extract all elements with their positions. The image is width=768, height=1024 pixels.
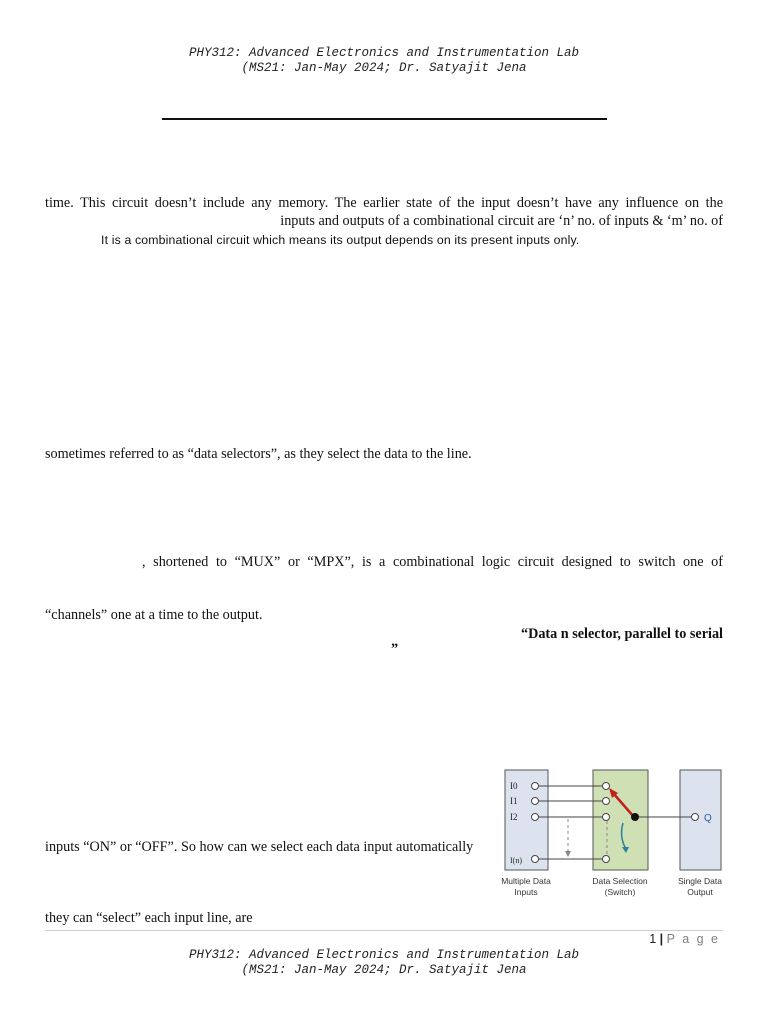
input-label-1: I1 — [510, 796, 518, 806]
input-node-0 — [532, 783, 539, 790]
paragraph-line-inputs-on-off: inputs “ON” or “OFF”. So how can we select each data input automatically — [45, 839, 474, 855]
switch-contact-2 — [603, 814, 610, 821]
switch-contact-n — [603, 856, 610, 863]
footer-course: PHY312: Advanced Electronics and Instrumentation Lab — [188, 948, 580, 962]
input-node-1 — [532, 798, 539, 805]
switch-contact-0 — [603, 783, 610, 790]
paragraph-line-select-input: they can “select” each input line, are — [45, 910, 253, 926]
input-label-2: I2 — [510, 812, 518, 822]
input-label-n: I(n) — [510, 856, 522, 865]
header-term: (MS21: Jan-May 2024; Dr. Satyajit Jena — [241, 61, 527, 75]
multiplexer-switch-figure — [495, 765, 730, 905]
page-number — [600, 932, 720, 946]
footer-term: (MS21: Jan-May 2024; Dr. Satyajit Jena — [241, 963, 527, 977]
page-number-value: 1 — [649, 932, 657, 946]
footer-rule — [45, 930, 723, 931]
paragraph-line-channels: “channels” one at a time to the output. — [45, 607, 263, 623]
switch-contact-1 — [603, 798, 610, 805]
switch-pivot — [631, 813, 639, 821]
input-node-2 — [532, 814, 539, 821]
caption-output-line1: Single Data — [678, 876, 722, 886]
paragraph-line-inputs-outputs: inputs and outputs of a combinational circuit are ‘n’ no. of inputs & ‘m’ no. of — [280, 213, 723, 229]
header-rule — [162, 118, 607, 120]
paragraph-line-mux: , shortened to “MUX” or “MPX”, is a combinational logic circuit designed to switch one of — [142, 554, 723, 570]
paragraph-line-parallel-serial: “Data n selector, parallel to serial — [521, 626, 723, 642]
header-course: PHY312: Advanced Electronics and Instrumentation Lab — [188, 46, 580, 60]
input-label-0: I0 — [510, 781, 518, 791]
input-node-n — [532, 856, 539, 863]
page-number-separator: | — [659, 932, 664, 946]
output-node — [692, 814, 699, 821]
caption-inputs-line2: Inputs — [514, 887, 538, 897]
paragraph-line-combinational: It is a combinational circuit which means its output depends on its present inputs only. — [101, 233, 580, 247]
caption-output-line2: Output — [687, 887, 713, 897]
output-box — [680, 770, 721, 870]
paragraph-line-data-selectors: sometimes referred to as “data selectors”, as they select the data to the line. — [45, 446, 472, 462]
caption-switch-line2: (Switch) — [604, 887, 636, 897]
paragraph-line-time: time. This circuit doesn’t include any memory. The earlier state of the input doesn’t have any influence on the — [45, 195, 723, 211]
caption-switch-line1: Data Selection — [592, 876, 648, 886]
page-label: P a g e — [666, 932, 720, 946]
switch-box — [593, 770, 648, 870]
output-label-q: Q — [704, 813, 712, 824]
paragraph-close-quote: ” — [391, 641, 399, 657]
caption-inputs-line1: Multiple Data — [501, 876, 551, 886]
